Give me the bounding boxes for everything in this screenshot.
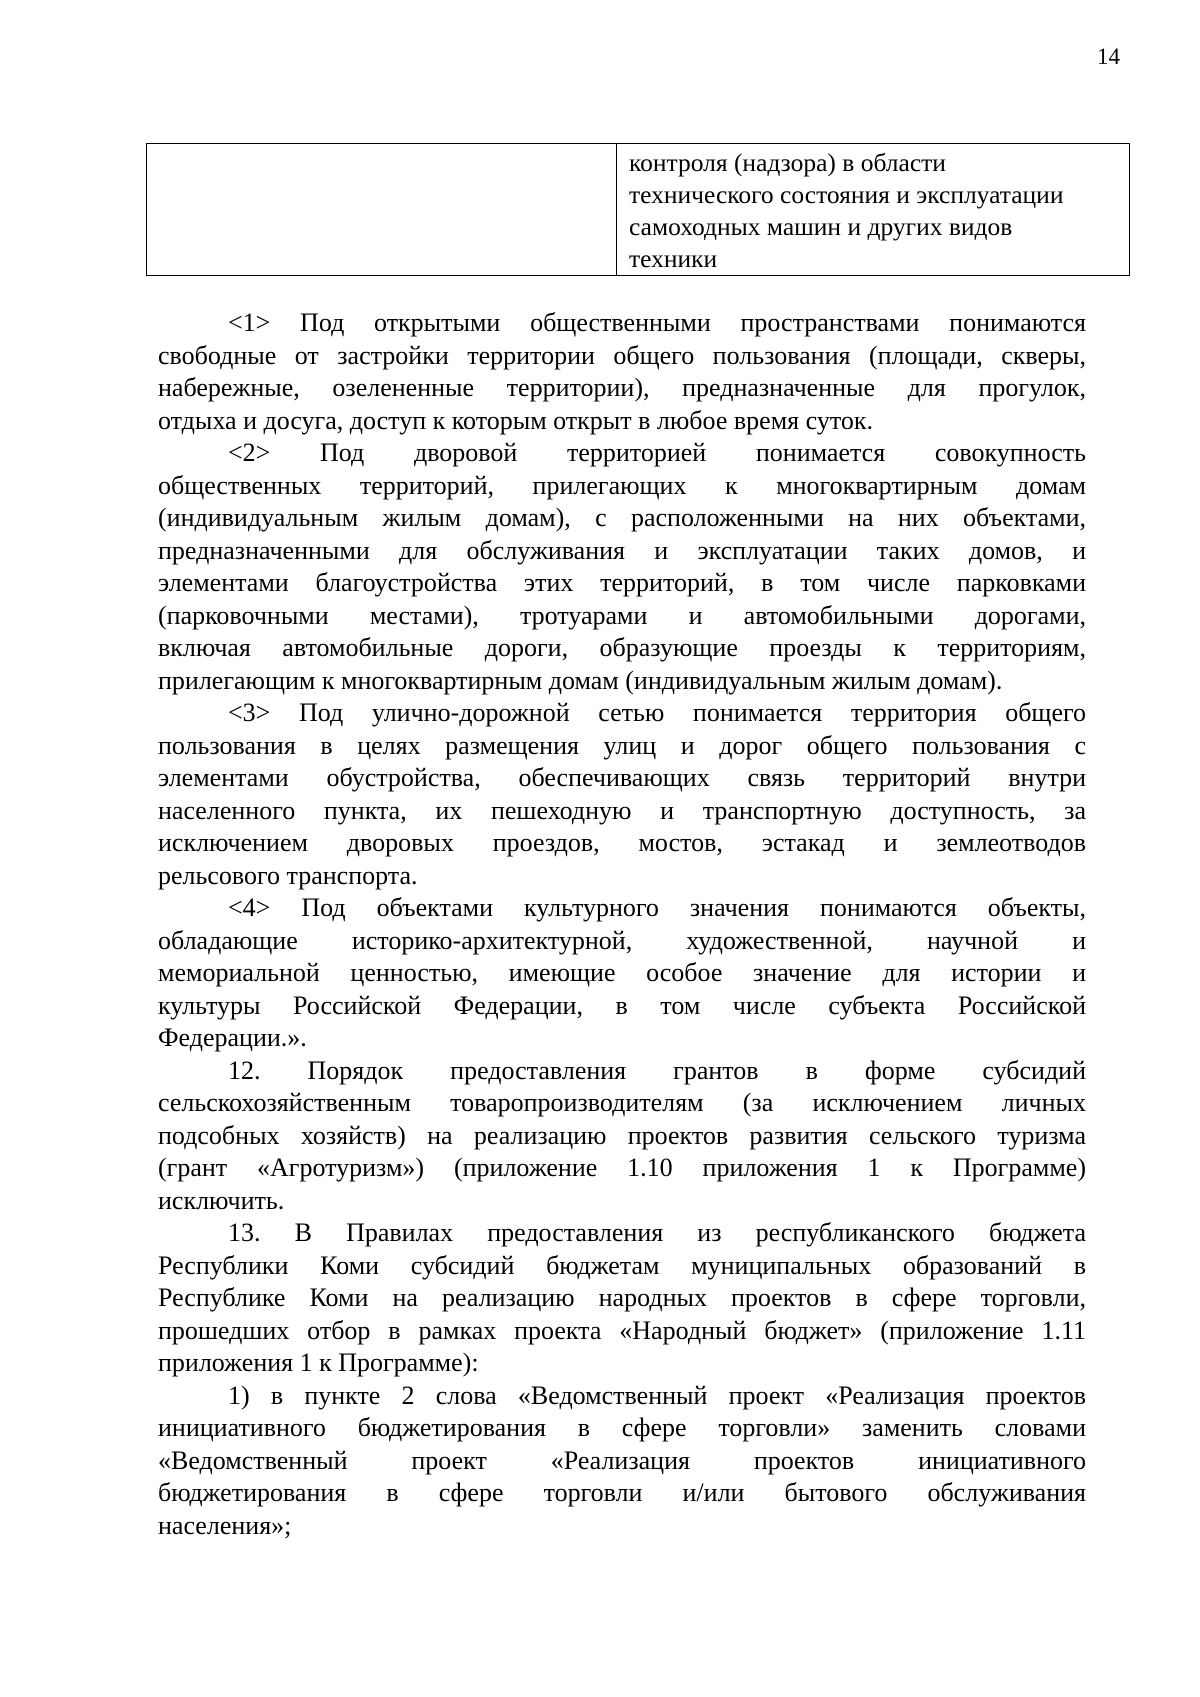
text-line: свободные от застройки территории общего пользования (площади, скверы, <box>158 340 1086 370</box>
table-text-line: самоходных машин и других видов <box>629 212 1013 241</box>
text-line: инициативного бюджетирования в сфере торговли» заменить словами <box>158 1413 1086 1442</box>
paragraph-note-4 <box>158 892 1086 1055</box>
paragraph-item-13 <box>158 1217 1086 1380</box>
document-body <box>158 307 1086 1542</box>
paragraph-note-2 <box>158 437 1086 697</box>
text-line: 1) в пункте 2 слова «Ведомственный проект «Реализация проектов <box>228 1380 1086 1410</box>
text-line: рельсового транспорта. <box>158 860 418 890</box>
text-line: (грант «Агротуризм») (приложение 1.10 приложения 1 к Программе) <box>158 1153 1086 1182</box>
table-text-line: технического состояния и эксплуатации <box>629 180 1064 209</box>
paragraph-note-1 <box>158 307 1086 437</box>
text-line: пользования в целях размещения улиц и дорог общего пользования с <box>158 730 1086 760</box>
paragraph-item-12 <box>158 1055 1086 1218</box>
text-line: обладающие историко-архитектурной, художественной, научной и <box>158 925 1086 955</box>
text-line: <4> Под объектами культурного значения понимаются объекты, <box>228 893 1086 922</box>
page-number: 14 <box>1097 44 1120 69</box>
table-row <box>147 144 1130 276</box>
text-line: культуры Российской Федерации, в том числе субъекта Российской <box>158 990 1086 1020</box>
text-line: элементами благоустройства этих территорий, в том числе парковками <box>158 568 1086 597</box>
text-line: предназначенными для обслуживания и эксплуатации таких домов, и <box>158 535 1086 565</box>
text-line: мемориальной ценностью, имеющие особое значение для истории и <box>158 958 1086 987</box>
continuation-table <box>146 143 1130 276</box>
text-line: Республики Коми субсидий бюджетам муниципальных образований в <box>158 1250 1086 1280</box>
table-text-line: техники <box>629 244 718 273</box>
table-cell-right <box>617 144 1130 276</box>
text-line: населения»; <box>158 1510 292 1540</box>
text-line: прилегающим к многоквартирным домам (индивидуальным жилым домам). <box>158 665 1003 695</box>
text-line: прошедших отбор в рамках проекта «Народный бюджет» (приложение 1.11 <box>158 1315 1086 1345</box>
text-line: бюджетирования в сфере торговли и/или бытового обслуживания <box>158 1478 1086 1507</box>
text-line: <2> Под дворовой территорией понимается совокупность <box>228 438 1086 467</box>
text-line: сельскохозяйственным товаропроизводителям (за исключением личных <box>158 1088 1086 1117</box>
paragraph-subitem-1 <box>158 1380 1086 1543</box>
text-line: (индивидуальным жилым домам), с расположенными на них объектами, <box>158 503 1086 532</box>
text-line: подсобных хозяйств) на реализацию проектов развития сельского туризма <box>158 1120 1086 1150</box>
text-line: отдыха и досуга, доступ к которым открыт в любое время суток. <box>158 405 873 435</box>
text-line: <3> Под улично-дорожной сетью понимается территория общего <box>228 698 1086 727</box>
text-line: набережные, озелененные территории), предназначенные для прогулок, <box>158 373 1086 402</box>
text-line: Федерации.». <box>158 1023 307 1052</box>
paragraph-note-3 <box>158 697 1086 892</box>
text-line: «Ведомственный проект «Реализация проектов инициативного <box>158 1445 1086 1475</box>
text-line: 13. В Правилах предоставления из республиканского бюджета <box>228 1218 1086 1247</box>
text-line: Республике Коми на реализацию народных проектов в сфере торговли, <box>158 1283 1086 1312</box>
text-line: приложения 1 к Программе): <box>158 1348 479 1377</box>
text-line: населенного пункта, их пешеходную и транспортную доступность, за <box>158 795 1086 825</box>
table-text-line: контроля (надзора) в области <box>629 148 946 177</box>
table-cell-left <box>147 144 617 276</box>
text-line: включая автомобильные дороги, образующие проезды к территориям, <box>158 633 1086 662</box>
text-line: 12. Порядок предоставления грантов в форме субсидий <box>228 1055 1086 1085</box>
text-line: исключить. <box>158 1185 285 1215</box>
text-line: общественных территорий, прилегающих к многоквартирным домам <box>158 470 1086 500</box>
text-line: (парковочными местами), тротуарами и автомобильными дорогами, <box>158 600 1086 630</box>
text-line: исключением дворовых проездов, мостов, эстакад и землеотводов <box>158 828 1086 857</box>
text-line: элементами обустройства, обеспечивающих связь территорий внутри <box>158 763 1086 792</box>
text-line: <1> Под открытыми общественными пространствами понимаются <box>228 308 1086 337</box>
